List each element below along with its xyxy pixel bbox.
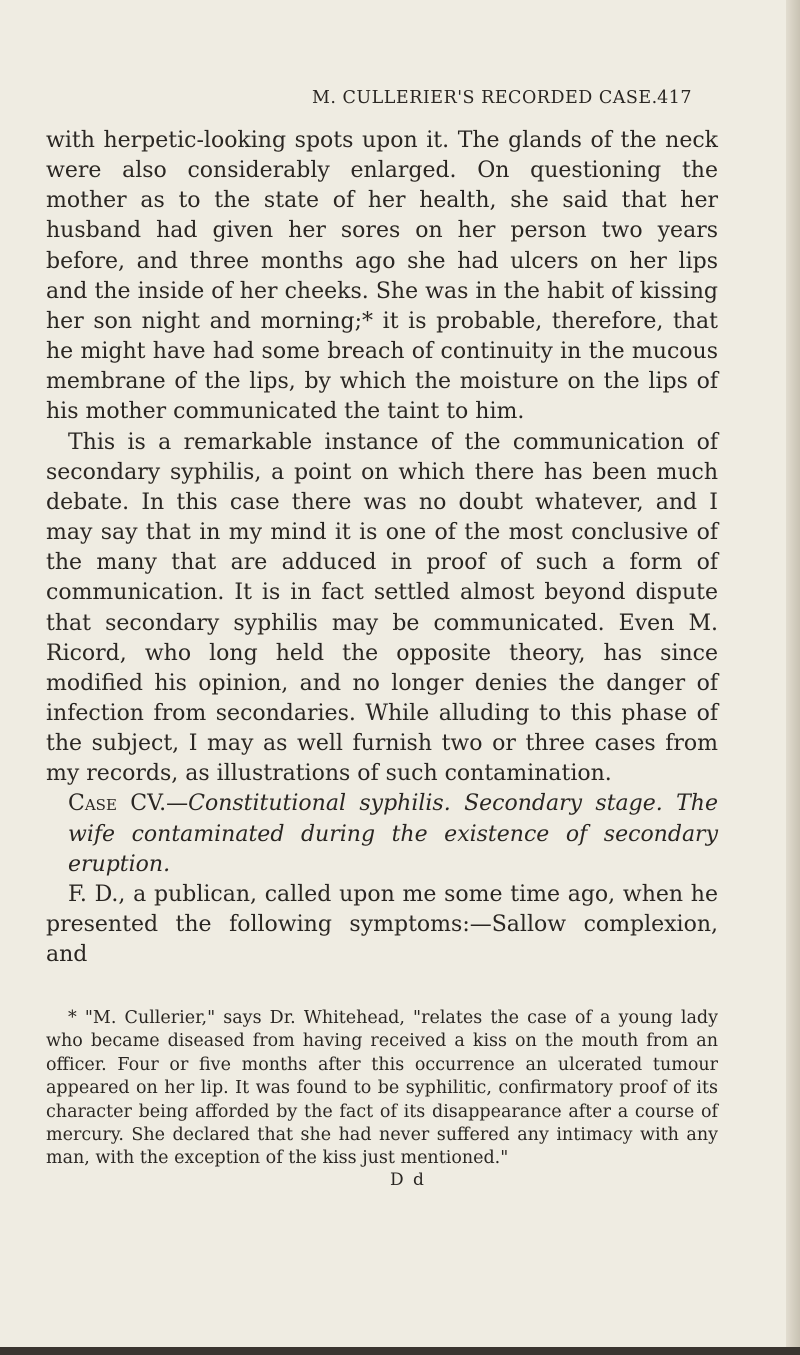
paragraph-discussion: This is a remarkable instance of the communication of secondary syphilis, a point on which there has been much debate. In this case there was no doubt whatever, and I may say that in my mind it is one of the most conclusive of the many that are adduced in proof of such a form of communication. It is in fact settled almost beyond dispute that secondary syphilis may be communicated. Even M. Ricord, who long held the opposite theory, has since modified his opinion, and no longer denies the danger of infection from secondaries. While alluding to this phase of the subject, I may as well furnish two or three cases from my records, as illustrations of such contamination.: [46, 429, 718, 787]
page-header: [312, 88, 692, 114]
paragraph-continuation: with herpetic-looking spots upon it. The glands of the neck were also considerably enlarged. On questioning the mother as to the state of her health, she said that her husband had given her sores on her person two years before, and three months ago she had ulcers on her lips and the inside of her cheeks. She was in the habit of kissing her son night and morning;* it is probable, therefore, that he might have had some breach of continuity in the mucous membrane of the lips, by which the moisture on the lips of his mother communicated the taint to him.: [46, 128, 718, 425]
page-number: 417: [657, 88, 692, 108]
running-title: M. CULLERIER'S RECORDED CASE.: [312, 88, 658, 108]
paragraph-case: F. D., a publican, called upon me some time ago, when he presented the following symptoms:—Sallow complexion, and: [46, 881, 718, 968]
page-edge: [786, 0, 800, 1355]
case-heading: [46, 789, 718, 879]
footnote-text: * "M. Cullerier," says Dr. Whitehead, "relates the case of a young lady who became diseased from having received a kiss on the mouth from an officer. Four or five months after this occurrence an ulcerated tumour appeared on her lip. It was found to be syphilitic, confirmatory proof of its character being afforded by the fact of its disappearance after a course of mercury. She declared that she had never suffered any intimacy with any man, with the exception of the kiss just mentioned.": [46, 1008, 718, 1169]
body-text: [46, 126, 718, 970]
signature-mark: D d: [390, 1170, 426, 1190]
case-label: Case CV.: [68, 791, 167, 817]
page-bottom-edge: [0, 1347, 800, 1355]
footnote: [46, 1007, 718, 1171]
case-dash: —: [166, 791, 189, 817]
case-title: Constitutional syphilis. Secondary stage. The wife contaminated during the existence of secondary eruption.: [68, 791, 718, 877]
